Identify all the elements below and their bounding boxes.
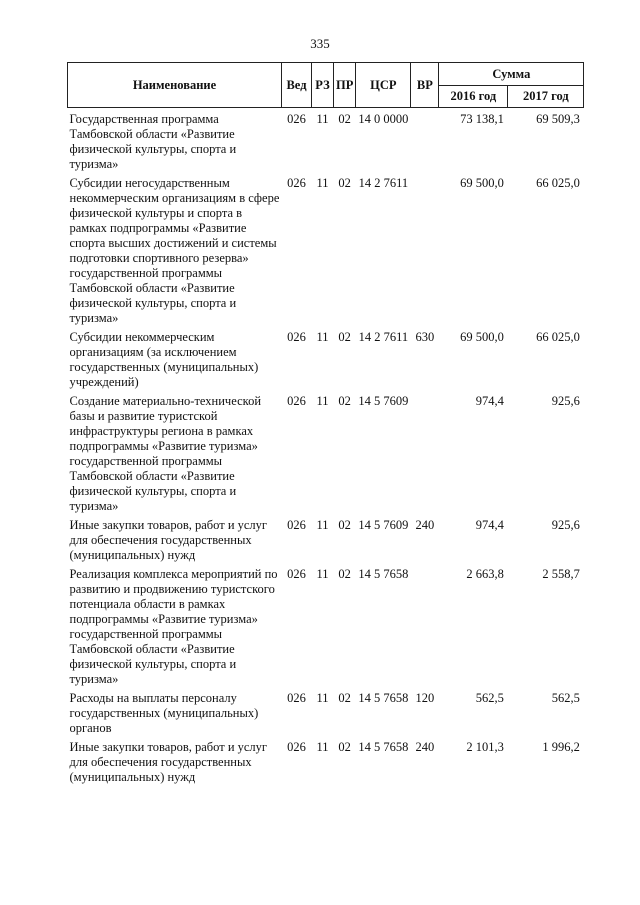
header-name: Наименование <box>68 63 282 108</box>
table-row <box>68 740 584 789</box>
header-year-2016: 2016 год <box>439 86 508 108</box>
row-name-cell: Расходы на выплаты персоналу государственных (муниципальных) органов <box>69 691 259 735</box>
row-csr-cell: 14 2 7611 <box>358 176 409 190</box>
row-sum-2016-cell: 69 500,0 <box>460 330 504 344</box>
row-pr-cell: 02 <box>338 740 351 754</box>
row-vr-cell: 240 <box>415 740 435 754</box>
row-sum-2017-cell: 2 558,7 <box>542 567 580 581</box>
row-pr-cell: 02 <box>338 394 351 408</box>
row-vr-cell <box>411 394 439 518</box>
table-row <box>68 176 584 330</box>
row-ved-cell: 026 <box>287 740 306 754</box>
row-vr-cell: 240 <box>415 518 435 532</box>
row-ved-cell: 026 <box>287 330 306 344</box>
budget-table <box>67 62 584 789</box>
row-csr-cell: 14 5 7609 <box>358 518 409 532</box>
row-pr-cell: 02 <box>338 691 351 705</box>
row-csr-cell: 14 2 7611 <box>358 330 409 344</box>
row-ved-cell: 026 <box>287 691 306 705</box>
header-csr: ЦСР <box>356 63 411 108</box>
row-ved-cell: 026 <box>287 394 306 408</box>
row-pr-cell: 02 <box>338 567 351 581</box>
table-row <box>68 567 584 691</box>
row-pr-cell: 02 <box>338 518 351 532</box>
row-rz-cell: 11 <box>316 330 329 344</box>
row-sum-2017-cell: 562,5 <box>551 691 580 705</box>
row-sum-2017-cell: 66 025,0 <box>536 330 580 344</box>
row-name-cell: Государственная программа Тамбовской области «Развитие физической культуры, спорта и туризма» <box>69 112 237 171</box>
row-csr-cell: 14 5 7609 <box>358 394 409 408</box>
row-ved-cell: 026 <box>287 518 306 532</box>
table-body <box>68 108 584 790</box>
row-rz-cell: 11 <box>316 740 329 754</box>
row-sum-2017-cell: 925,6 <box>551 394 580 408</box>
row-rz-cell: 11 <box>316 518 329 532</box>
header-rz: РЗ <box>312 63 334 108</box>
table-row <box>68 394 584 518</box>
row-sum-2016-cell: 2 663,8 <box>466 567 504 581</box>
row-vr-cell: 630 <box>415 330 435 344</box>
row-sum-2016-cell: 69 500,0 <box>460 176 504 190</box>
row-csr-cell: 14 0 0000 <box>358 112 409 126</box>
row-sum-2016-cell: 562,5 <box>475 691 504 705</box>
row-sum-2016-cell: 2 101,3 <box>466 740 504 754</box>
row-name-cell: Иные закупки товаров, работ и услуг для обеспечения государственных (муниципальных) нужд <box>69 740 268 784</box>
row-sum-2017-cell: 66 025,0 <box>536 176 580 190</box>
row-rz-cell: 11 <box>316 112 329 126</box>
row-rz-cell: 11 <box>316 691 329 705</box>
row-sum-2017-cell: 925,6 <box>551 518 580 532</box>
row-rz-cell: 11 <box>316 394 329 408</box>
table-row <box>68 691 584 740</box>
row-vr-cell <box>411 108 439 177</box>
row-pr-cell: 02 <box>338 330 351 344</box>
header-vr: ВР <box>411 63 439 108</box>
row-sum-2016-cell: 974,4 <box>475 394 504 408</box>
row-rz-cell: 11 <box>316 567 329 581</box>
row-name-cell: Создание материально-технической базы и развитие туристской инфраструктуры региона в рамках подпрограммы «Развитие туризма» государственной программы Тамбовской области «Развитие физической культуры, спорта и туризма» <box>69 394 262 513</box>
row-csr-cell: 14 5 7658 <box>358 740 409 754</box>
page-number: 335 <box>310 36 330 51</box>
row-csr-cell: 14 5 7658 <box>358 691 409 705</box>
row-name-cell: Реализация комплекса мероприятий по развитию и продвижению туристского потенциала области в рамках подпрограммы «Развитие туризма» государственной программы Тамбовской области «Развитие физической культуры, спорта и туризма» <box>69 567 278 686</box>
row-sum-2017-cell: 1 996,2 <box>542 740 580 754</box>
row-name-cell: Субсидии некоммерческим организациям (за исключением государственных (муниципальных) учреждений) <box>69 330 259 389</box>
row-pr-cell: 02 <box>338 112 351 126</box>
table-header <box>68 63 584 108</box>
table-row <box>68 108 584 177</box>
table-row <box>68 330 584 394</box>
header-year-2017: 2017 год <box>508 86 584 108</box>
row-sum-2016-cell: 974,4 <box>475 518 504 532</box>
row-sum-2016-cell: 73 138,1 <box>460 112 504 126</box>
row-sum-2017-cell: 69 509,3 <box>536 112 580 126</box>
row-csr-cell: 14 5 7658 <box>358 567 409 581</box>
row-name-cell: Субсидии негосударственным некоммерческим организациям в сфере физической культуры и спорта в рамках подпрограммы «Развитие спорта высших достижений и системы подготовки спортивного резерва» государственной программы Тамбовской области «Развитие физической культуры, спорта и туризма» <box>69 176 280 325</box>
row-pr-cell: 02 <box>338 176 351 190</box>
row-vr-cell: 120 <box>415 691 435 705</box>
row-ved-cell: 026 <box>287 112 306 126</box>
row-ved-cell: 026 <box>287 176 306 190</box>
header-sum: Сумма <box>439 63 584 86</box>
table-row <box>68 518 584 567</box>
row-vr-cell <box>411 567 439 691</box>
row-vr-cell <box>411 176 439 330</box>
header-pr: ПР <box>334 63 356 108</box>
row-ved-cell: 026 <box>287 567 306 581</box>
row-name-cell: Иные закупки товаров, работ и услуг для обеспечения государственных (муниципальных) нужд <box>69 518 268 562</box>
header-ved: Вед <box>282 63 312 108</box>
row-rz-cell: 11 <box>316 176 329 190</box>
